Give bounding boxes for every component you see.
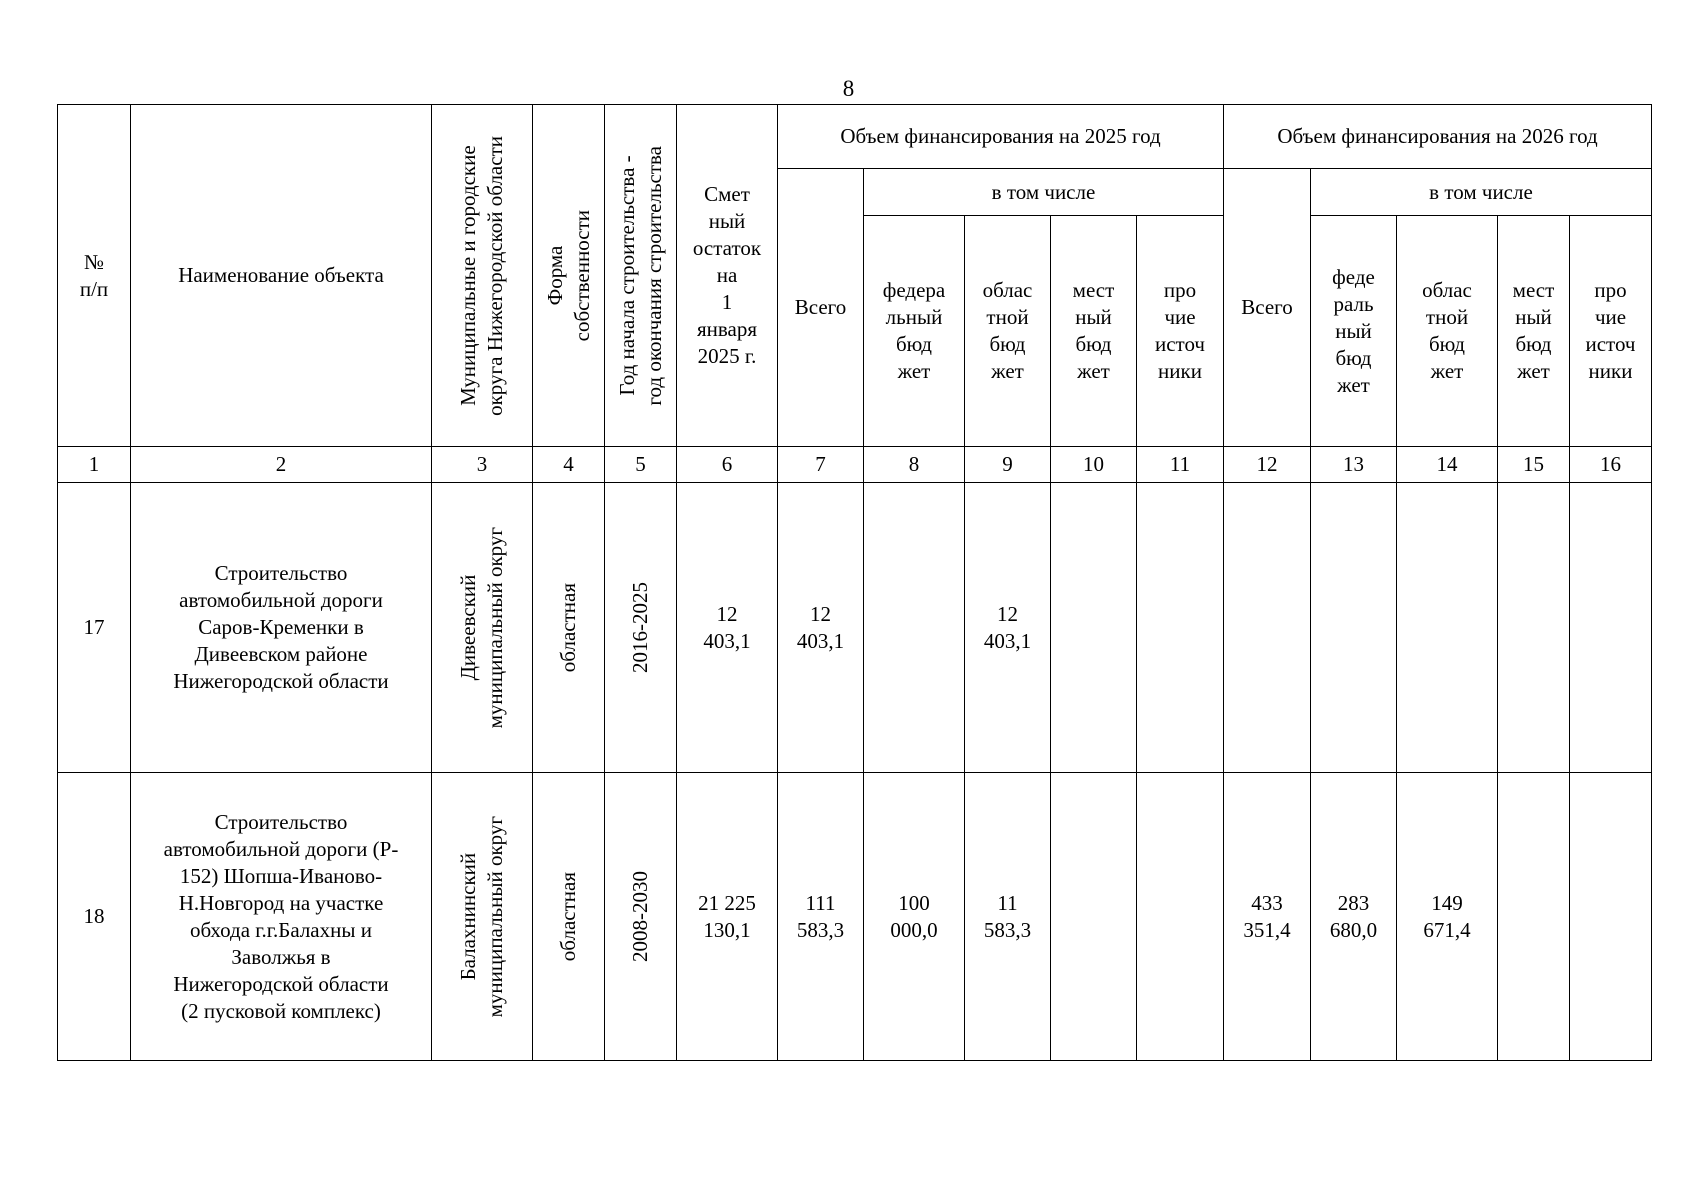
row-federal-2025: 100 000,0 bbox=[864, 773, 965, 1061]
header-other-2026: про чие источ ники bbox=[1570, 216, 1652, 447]
row-other-2025 bbox=[1137, 483, 1224, 773]
column-number: 10 bbox=[1051, 447, 1137, 483]
column-number: 11 bbox=[1137, 447, 1224, 483]
column-number: 13 bbox=[1311, 447, 1397, 483]
header-other-2025: про чие источ ники bbox=[1137, 216, 1224, 447]
row-regional-2025: 11 583,3 bbox=[965, 773, 1051, 1061]
header-local-2025: мест ный бюд жет bbox=[1051, 216, 1137, 447]
column-number: 8 bbox=[864, 447, 965, 483]
row-municipality: Балахнинский муниципальный округ bbox=[432, 773, 533, 1061]
row-total-2025: 111 583,3 bbox=[778, 773, 864, 1061]
row-years: 2016-2025 bbox=[605, 483, 677, 773]
row-num: 17 bbox=[58, 483, 131, 773]
row-federal-2026 bbox=[1311, 483, 1397, 773]
header-ownership: Форма собственности bbox=[533, 105, 605, 447]
row-federal-2025 bbox=[864, 483, 965, 773]
row-municipality: Дивеевский муниципальный округ bbox=[432, 483, 533, 773]
row-total-2026 bbox=[1224, 483, 1311, 773]
financing-table bbox=[57, 104, 1652, 1061]
header-local-2026: мест ный бюд жет bbox=[1498, 216, 1570, 447]
column-number: 15 bbox=[1498, 447, 1570, 483]
column-number: 5 bbox=[605, 447, 677, 483]
row-local-2026 bbox=[1498, 773, 1570, 1061]
row-other-2025 bbox=[1137, 773, 1224, 1061]
row-ownership: областная bbox=[533, 773, 605, 1061]
column-number: 7 bbox=[778, 447, 864, 483]
row-total-2025: 12 403,1 bbox=[778, 483, 864, 773]
row-ownership: областная bbox=[533, 483, 605, 773]
header-total-2026: Всего bbox=[1224, 169, 1311, 447]
row-balance: 12 403,1 bbox=[677, 483, 778, 773]
header-balance: Смет ный остаток на 1 января 2025 г. bbox=[677, 105, 778, 447]
row-regional-2026: 149 671,4 bbox=[1397, 773, 1498, 1061]
column-number: 2 bbox=[131, 447, 432, 483]
column-number: 9 bbox=[965, 447, 1051, 483]
header-funding-2026: Объем финансирования на 2026 год bbox=[1224, 105, 1652, 169]
column-number: 4 bbox=[533, 447, 605, 483]
row-local-2026 bbox=[1498, 483, 1570, 773]
row-years: 2008-2030 bbox=[605, 773, 677, 1061]
header-municipality: Муниципальные и городские округа Нижегородской области bbox=[432, 105, 533, 447]
table-row bbox=[58, 483, 1652, 773]
column-numbers-row bbox=[58, 447, 1652, 483]
column-number: 16 bbox=[1570, 447, 1652, 483]
header-federal-2026: феде раль ный бюд жет bbox=[1311, 216, 1397, 447]
row-balance: 21 225 130,1 bbox=[677, 773, 778, 1061]
header-years: Год начала строительства - год окончания строительства bbox=[605, 105, 677, 447]
row-total-2026: 433 351,4 bbox=[1224, 773, 1311, 1061]
header-funding-2025: Объем финансирования на 2025 год bbox=[778, 105, 1224, 169]
row-num: 18 bbox=[58, 773, 131, 1061]
column-number: 1 bbox=[58, 447, 131, 483]
column-number: 14 bbox=[1397, 447, 1498, 483]
page-number: 8 bbox=[842, 76, 855, 101]
row-other-2026 bbox=[1570, 773, 1652, 1061]
header-including-2026: в том числе bbox=[1311, 169, 1652, 216]
header-regional-2026: облас тной бюд жет bbox=[1397, 216, 1498, 447]
header-federal-2025: федера льный бюд жет bbox=[864, 216, 965, 447]
row-local-2025 bbox=[1051, 773, 1137, 1061]
row-federal-2026: 283 680,0 bbox=[1311, 773, 1397, 1061]
table-row bbox=[58, 773, 1652, 1061]
row-regional-2025: 12 403,1 bbox=[965, 483, 1051, 773]
column-number: 6 bbox=[677, 447, 778, 483]
header-including-2025: в том числе bbox=[864, 169, 1224, 216]
column-number: 3 bbox=[432, 447, 533, 483]
header-row-1 bbox=[58, 105, 1652, 169]
row-object-name: Строительство автомобильной дороги Саров-Кременки в Дивеевском районе Нижегородской области bbox=[131, 483, 432, 773]
header-num: № п/п bbox=[58, 105, 131, 447]
header-total-2025: Всего bbox=[778, 169, 864, 447]
row-local-2025 bbox=[1051, 483, 1137, 773]
row-object-name: Строительство автомобильной дороги (Р- 152) Шопша-Иваново- Н.Новгород на участке обхода г.г.Балахны и Заволжья в Нижегородской области (2 пусковой комплекс) bbox=[131, 773, 432, 1061]
row-other-2026 bbox=[1570, 483, 1652, 773]
column-number: 12 bbox=[1224, 447, 1311, 483]
header-name: Наименование объекта bbox=[131, 105, 432, 447]
header-regional-2025: облас тной бюд жет bbox=[965, 216, 1051, 447]
row-regional-2026 bbox=[1397, 483, 1498, 773]
